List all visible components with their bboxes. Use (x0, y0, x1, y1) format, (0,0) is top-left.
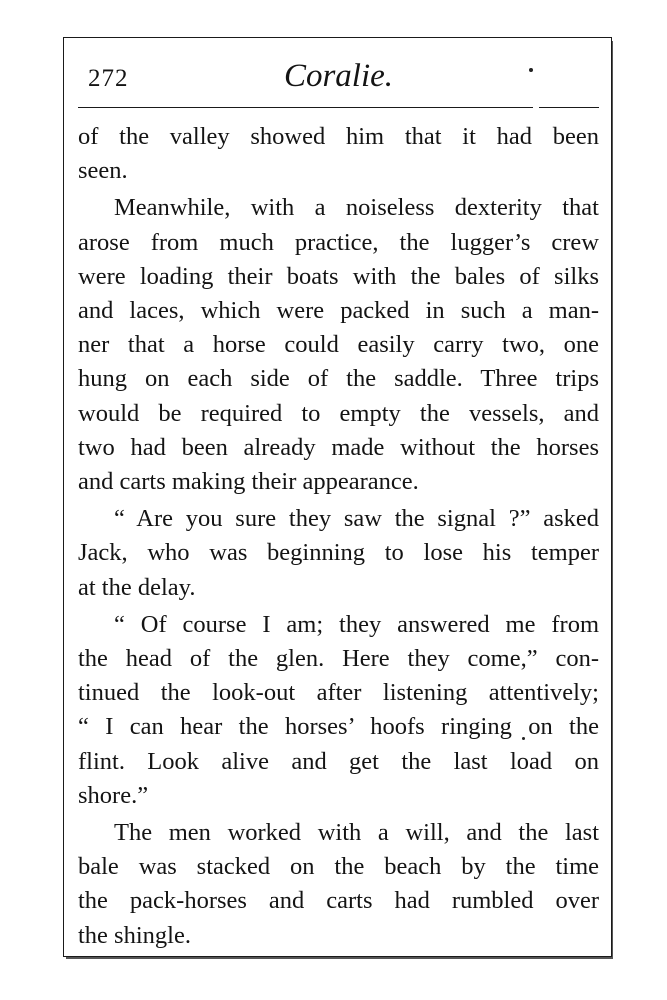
header-rule (539, 107, 599, 108)
text-line: the pack-horses and carts had rumbled over (78, 887, 599, 915)
paragraph (78, 191, 599, 499)
text-line: two had been already made without the horses (78, 433, 599, 461)
text-line: flint. Look alive and get the last load on (78, 747, 599, 775)
text-line: seen. (78, 157, 128, 185)
text-line: ner that a horse could easily carry two, one (78, 331, 599, 359)
running-title: Coralie. (283, 58, 394, 94)
paragraph (78, 502, 599, 605)
text-line: at the delay. (78, 573, 196, 601)
text-line: Jack, who was beginning to lose his temper (78, 539, 599, 567)
body-text (78, 120, 599, 953)
text-line: shore.” (78, 781, 149, 809)
paragraph (78, 816, 599, 953)
text-line: bale was stacked on the beach by the time (78, 853, 599, 881)
running-head (78, 54, 599, 98)
paragraph (78, 120, 599, 188)
text-line: “ I can hear the horses’ hoofs ringing on the (78, 713, 599, 741)
text-line: the shingle. (78, 921, 191, 949)
page-number: 272 (88, 65, 129, 92)
text-line: would be required to empty the vessels, and (78, 399, 599, 427)
text-line: and carts making their appearance. (78, 468, 419, 496)
text-line: were loading their boats with the bales of silks (78, 262, 599, 290)
text-line: “ Of course I am; they answered me from (114, 610, 599, 638)
paragraph (78, 608, 599, 813)
text-line: hung on each side of the saddle. Three trips (78, 365, 599, 393)
text-line: tinued the look-out after listening attentively; (78, 679, 599, 707)
print-speck (529, 68, 533, 72)
text-line: The men worked with a will, and the last (114, 819, 599, 847)
text-line: Meanwhile, with a noiseless dexterity that (114, 194, 599, 222)
text-line: arose from much practice, the lugger’s crew (78, 228, 599, 256)
text-line: and laces, which were packed in such a man- (78, 297, 599, 325)
text-line: of the valley showed him that it had been (78, 123, 599, 150)
text-line: the head of the glen. Here they come,” con- (78, 645, 599, 673)
header-rule (78, 107, 533, 108)
text-line: “ Are you sure they saw the signal ?” asked (114, 505, 599, 533)
